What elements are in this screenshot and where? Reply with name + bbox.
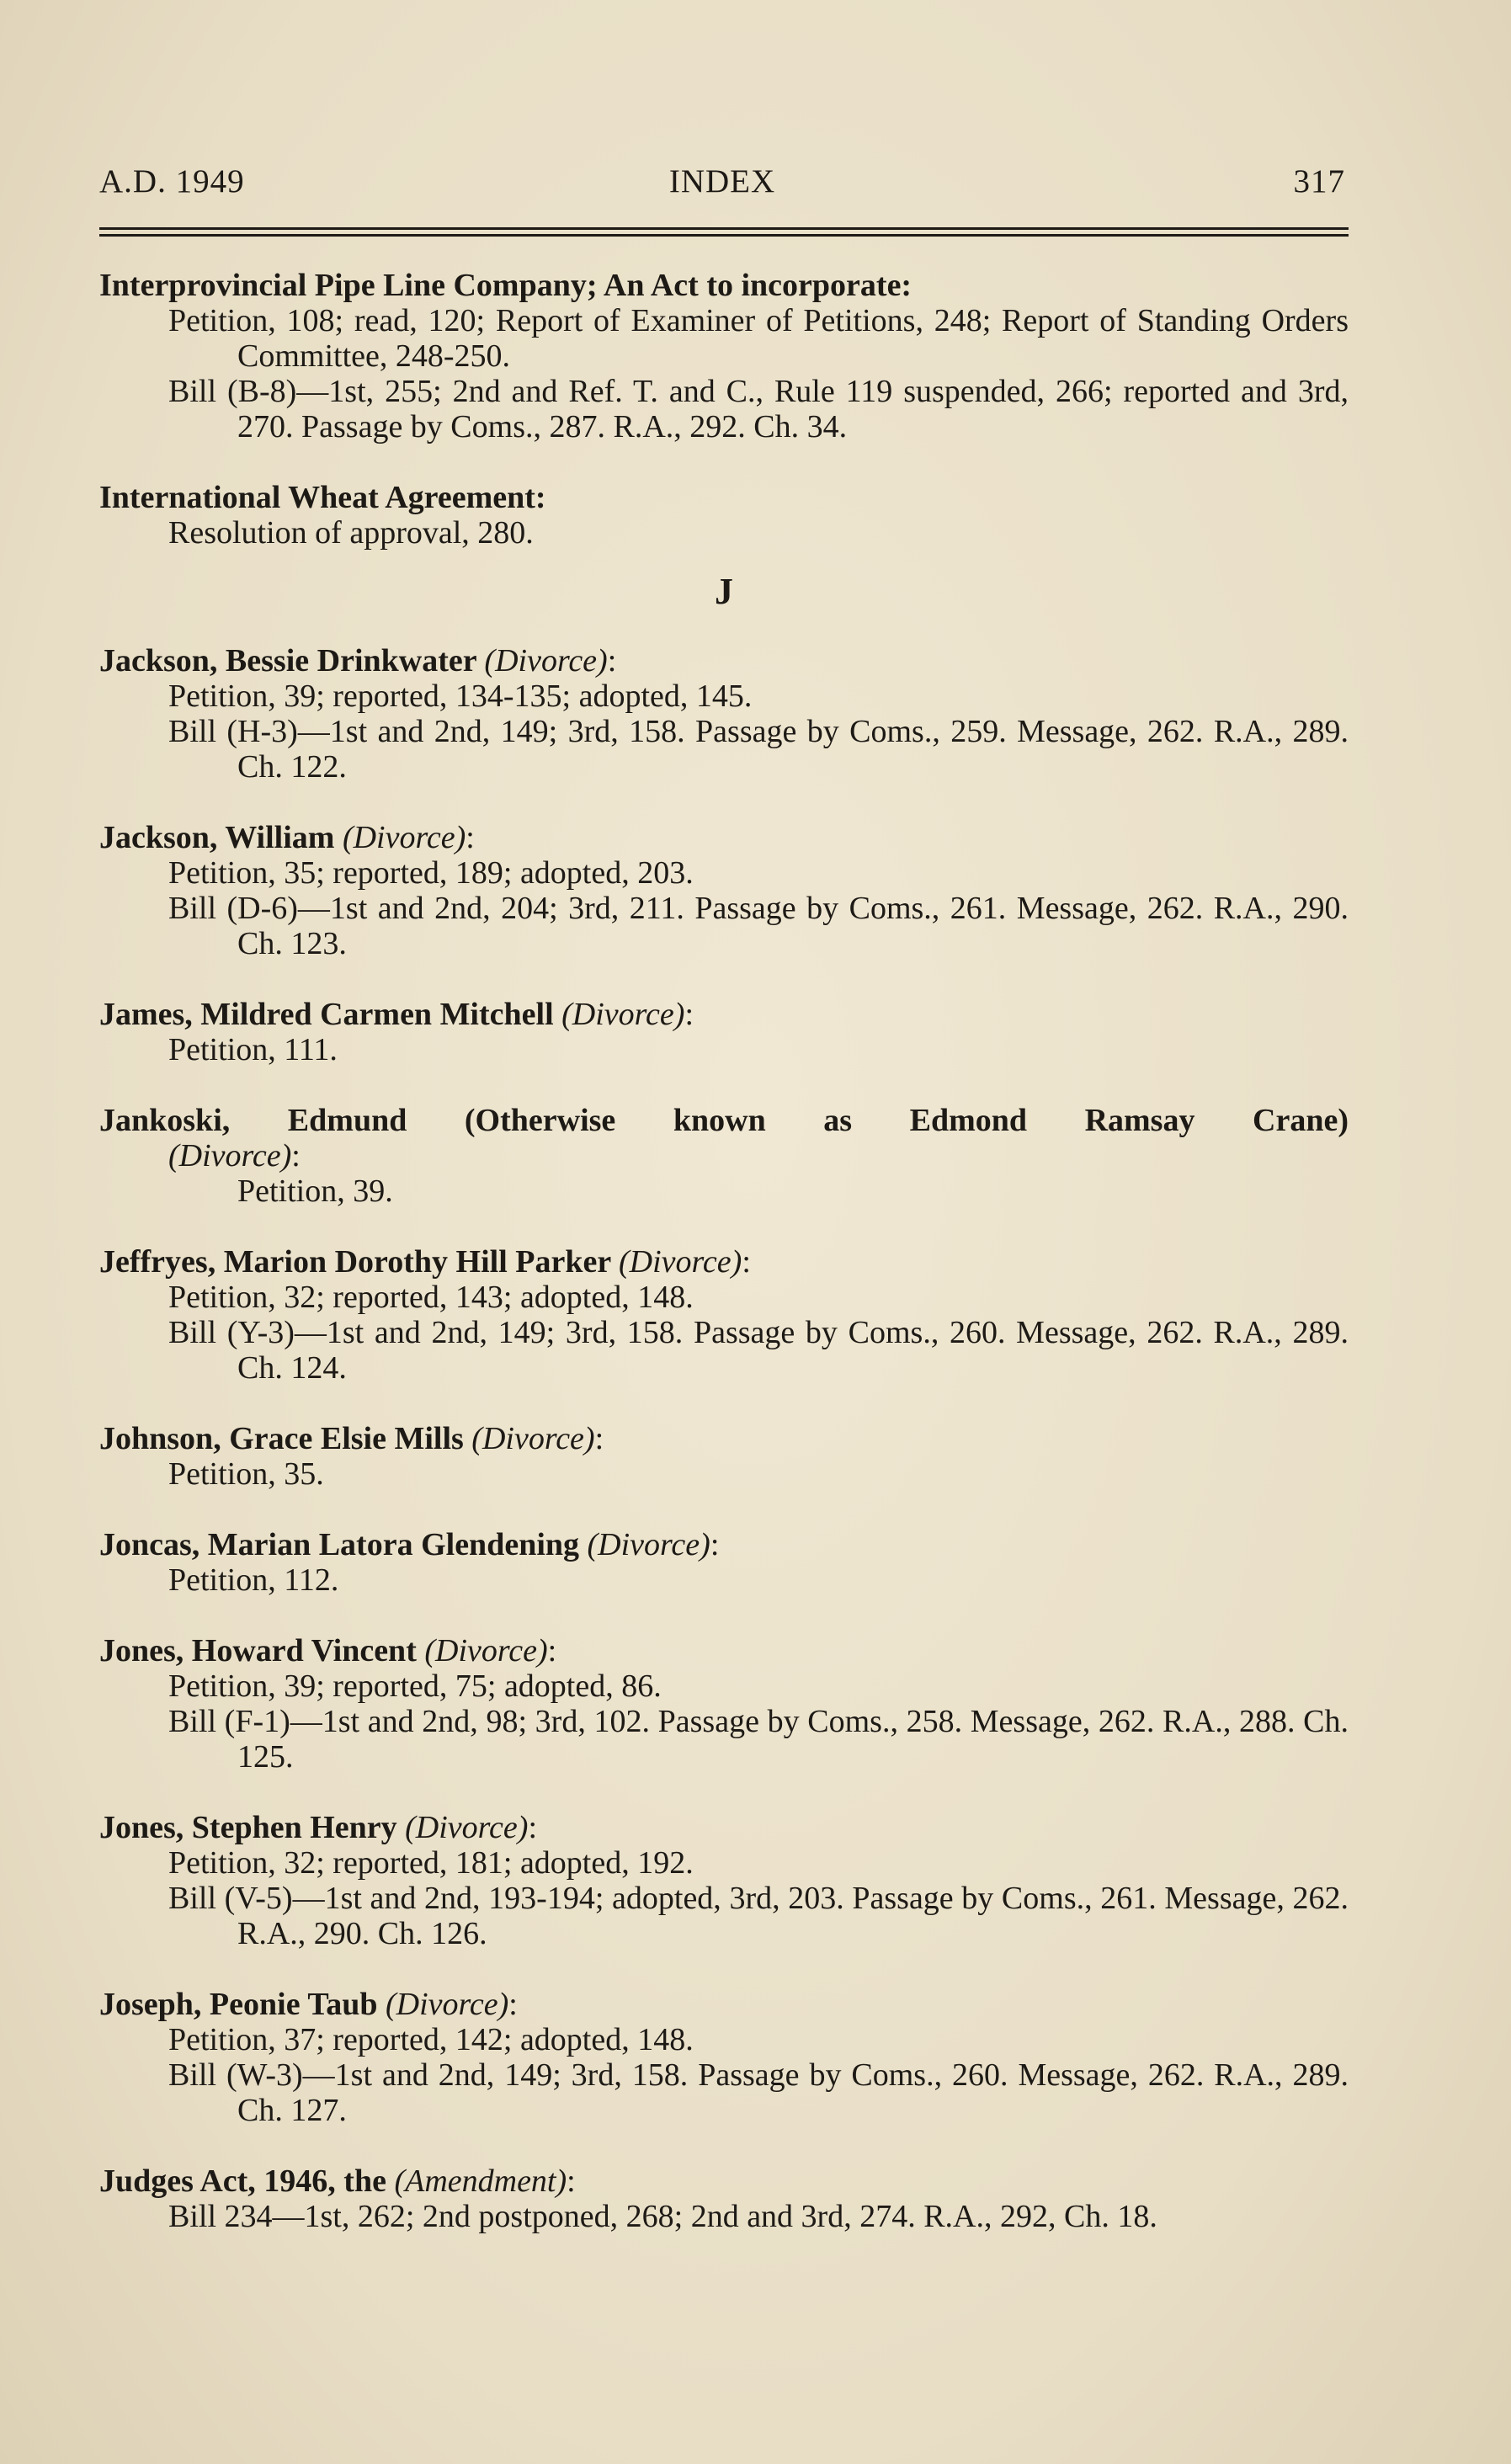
- entry-line: Bill (B-8)—1st, 255; 2nd and Ref. T. and C., Rule 119 suspended, 266; reported and 3rd, 270. Passage by Coms., 287. R.A., 292. Ch. 34.: [168, 374, 1349, 444]
- entry-line: Petition, 39.: [237, 1173, 393, 1209]
- entry-line: Petition, 32; reported, 181; adopted, 192.: [168, 1845, 694, 1881]
- entry-heading: James, Mildred Carmen Mitchell (Divorce):: [99, 997, 694, 1032]
- entry-tag: (Divorce): [424, 1633, 548, 1668]
- entry-name: James, Mildred Carmen Mitchell: [99, 997, 554, 1032]
- entry-heading: Interprovincial Pipe Line Company; An Act to incorporate:: [99, 268, 912, 303]
- entry-line: Bill (D-6)—1st and 2nd, 204; 3rd, 211. Passage by Coms., 261. Message, 262. R.A., 290. Ch. 123.: [168, 891, 1349, 961]
- entry-line: Bill (W-3)—1st and 2nd, 149; 3rd, 158. Passage by Coms., 260. Message, 262. R.A., 289. Ch. 127.: [168, 2057, 1349, 2128]
- entry-heading: Jankoski, Edmund (Otherwise known as Edmond Ramsay Crane): [99, 1103, 1349, 1138]
- page-number: 317: [1293, 163, 1345, 200]
- entry-line: Resolution of approval, 280.: [168, 515, 534, 551]
- index-entry: [99, 1244, 1349, 1386]
- index-entry: [99, 268, 1349, 444]
- entry-heading: Johnson, Grace Elsie Mills (Divorce):: [99, 1421, 604, 1456]
- entry-heading: Joncas, Marian Latora Glendening (Divorce):: [99, 1527, 720, 1562]
- entry-tag-line: (Divorce):: [168, 1138, 301, 1173]
- entry-name: Jones, Stephen Henry: [99, 1810, 397, 1845]
- entry-tag: (Divorce): [342, 820, 466, 855]
- index-entry: [99, 997, 1349, 1067]
- index-entry: [99, 1987, 1349, 2128]
- entry-line: Bill (F-1)—1st and 2nd, 98; 3rd, 102. Passage by Coms., 258. Message, 262. R.A., 288. Ch. 125.: [168, 1704, 1349, 1775]
- index-entry: [99, 1527, 1349, 1598]
- entry-line: Petition, 35.: [168, 1456, 324, 1492]
- entry-heading: Jackson, William (Divorce):: [99, 820, 475, 855]
- entry-tag: (Divorce): [619, 1244, 742, 1280]
- entry-line: Petition, 111.: [168, 1032, 338, 1067]
- entry-tag: (Divorce): [386, 1987, 509, 2022]
- header-year: A.D. 1949: [99, 163, 245, 200]
- entry-tag: (Amendment): [394, 2163, 567, 2199]
- entry-line: Petition, 32; reported, 143; adopted, 148.: [168, 1280, 694, 1315]
- entry-name: Jackson, William: [99, 820, 335, 855]
- entry-name: Johnson, Grace Elsie Mills: [99, 1421, 464, 1456]
- entry-line: Bill 234—1st, 262; 2nd postponed, 268; 2nd and 3rd, 274. R.A., 292, Ch. 18.: [168, 2199, 1157, 2234]
- entry-name: Jeffryes, Marion Dorothy Hill Parker: [99, 1244, 611, 1280]
- entry-line: Petition, 35; reported, 189; adopted, 203.: [168, 855, 694, 891]
- header-rule-bottom: [99, 234, 1349, 237]
- entry-name: Joseph, Peonie Taub: [99, 1987, 378, 2022]
- entry-tag: (Divorce): [484, 643, 608, 679]
- entry-name: Jackson, Bessie Drinkwater: [99, 643, 476, 679]
- entry-line: Petition, 39; reported, 134-135; adopted, 145.: [168, 679, 753, 714]
- entry-heading: Judges Act, 1946, the (Amendment):: [99, 2163, 576, 2199]
- index-content: [99, 268, 1349, 2234]
- entry-heading: International Wheat Agreement:: [99, 480, 546, 515]
- index-entry: [99, 2163, 1349, 2234]
- entry-heading: Jones, Stephen Henry (Divorce):: [99, 1810, 537, 1845]
- entry-line: Petition, 37; reported, 142; adopted, 148.: [168, 2022, 694, 2057]
- entry-line: Petition, 108; read, 120; Report of Examiner of Petitions, 248; Report of Standing Orders Committee, 248-250.: [168, 303, 1349, 374]
- entry-name: Joncas, Marian Latora Glendening: [99, 1527, 580, 1562]
- entry-name: Jones, Howard Vincent: [99, 1633, 417, 1668]
- index-entry: [99, 643, 1349, 785]
- header-title: INDEX: [668, 163, 776, 200]
- entry-tag: (Divorce): [405, 1810, 529, 1845]
- entry-name: Judges Act, 1946, the: [99, 2163, 386, 2199]
- entry-tag: (Divorce): [471, 1421, 595, 1456]
- entry-tag: (Divorce): [587, 1527, 710, 1562]
- entry-line: Bill (Y-3)—1st and 2nd, 149; 3rd, 158. Passage by Coms., 260. Message, 262. R.A., 289. Ch. 124.: [168, 1315, 1349, 1386]
- entry-line: Bill (H-3)—1st and 2nd, 149; 3rd, 158. Passage by Coms., 259. Message, 262. R.A., 289. Ch. 122.: [168, 714, 1349, 785]
- entry-heading: Jeffryes, Marion Dorothy Hill Parker (Divorce):: [99, 1244, 751, 1280]
- page-header: [99, 162, 1345, 205]
- entry-line: Bill (V-5)—1st and 2nd, 193-194; adopted, 3rd, 203. Passage by Coms., 261. Message, 262. R.A., 290. Ch. 126.: [168, 1881, 1349, 1951]
- entry-heading: Jones, Howard Vincent (Divorce):: [99, 1633, 557, 1668]
- index-entry: [99, 1103, 1349, 1209]
- index-entry: [99, 1633, 1349, 1775]
- header-rule-top: [99, 227, 1349, 230]
- entry-heading: Joseph, Peonie Taub (Divorce):: [99, 1987, 518, 2022]
- entry-tag: (Divorce): [561, 997, 685, 1032]
- entry-line: Petition, 112.: [168, 1562, 339, 1598]
- entry-line: Petition, 39; reported, 75; adopted, 86.: [168, 1668, 662, 1704]
- entry-tag: (Divorce): [168, 1138, 292, 1173]
- entry-heading: Jackson, Bessie Drinkwater (Divorce):: [99, 643, 617, 679]
- index-entry: [99, 480, 1349, 551]
- index-entry: [99, 1421, 1349, 1492]
- index-entry: [99, 1810, 1349, 1951]
- section-letter: J: [715, 571, 733, 612]
- index-entry: [99, 820, 1349, 961]
